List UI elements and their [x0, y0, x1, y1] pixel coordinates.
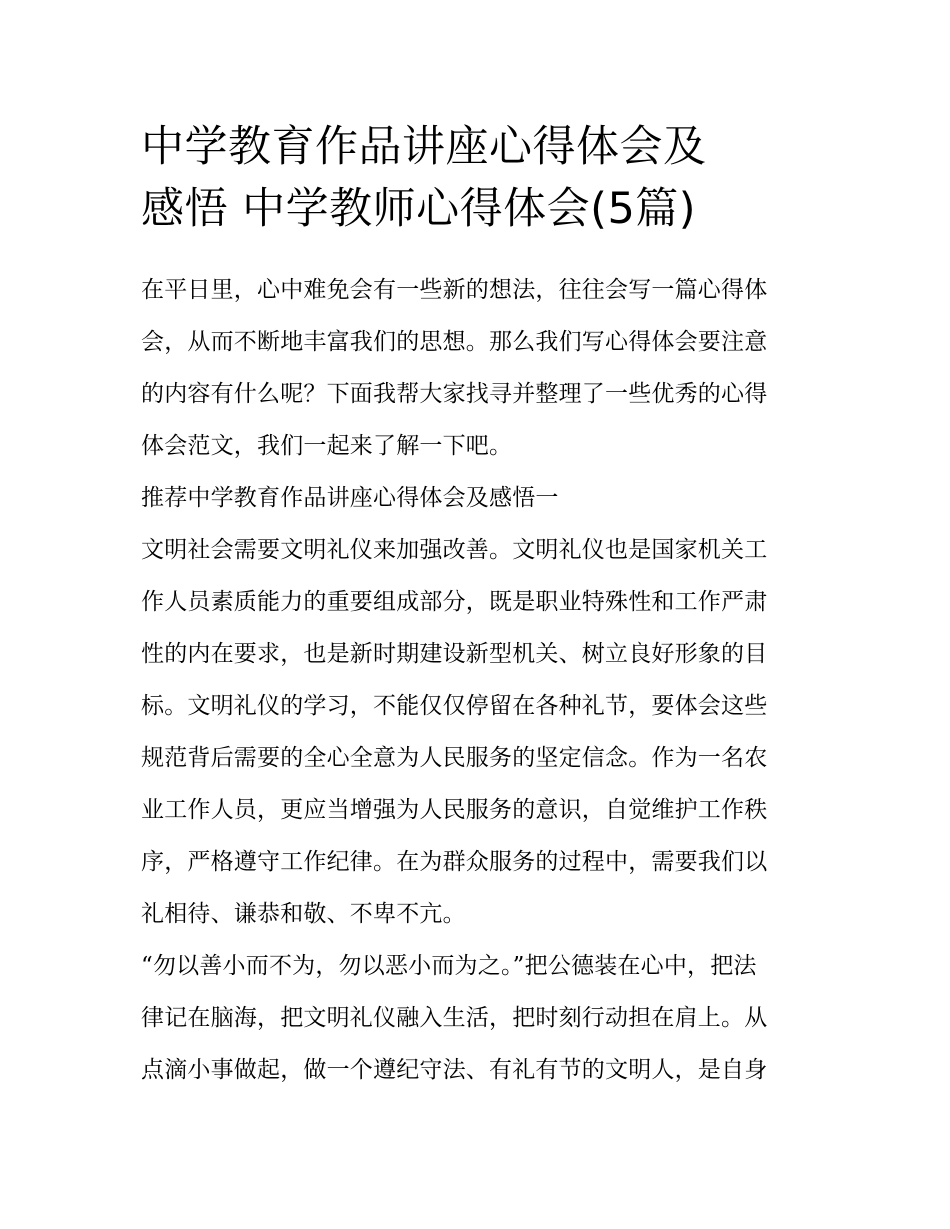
paragraph-line: 作人员素质能力的重要组成部分，既是职业特殊性和工作严肃: [141, 589, 768, 615]
paragraph-line: 在平日里，心中难免会有一些新的想法，往往会写一篇心得体: [141, 277, 768, 303]
paragraph-line: 的内容有什么呢？下面我帮大家找寻并整理了一些优秀的心得: [141, 381, 768, 407]
paragraph-line: 文明社会需要文明礼仪来加强改善。文明礼仪也是国家机关工: [141, 537, 768, 563]
body-paragraph-1: [141, 524, 813, 940]
title-line: 中学教育作品讲座心得体会及: [141, 122, 707, 172]
body-paragraph-2: [141, 940, 813, 1096]
paragraph-line: 体会范文，我们一起来了解一下吧。: [141, 433, 513, 459]
paragraph-line: 业工作人员，更应当增强为人民服务的意识，自觉维护工作秩: [141, 797, 768, 823]
paragraph-line: 礼相待、谦恭和敬、不卑不亢。: [141, 901, 466, 927]
section-heading-text: 推荐中学教育作品讲座心得体会及感悟一: [141, 485, 559, 511]
paragraph-line: 序，严格遵守工作纪律。在为群众服务的过程中，需要我们以: [141, 849, 768, 875]
paragraph-line: 标。文明礼仪的学习，不能仅仅停留在各种礼节，要体会这些: [141, 693, 768, 719]
document-title: [141, 116, 813, 240]
intro-paragraph: [141, 264, 813, 472]
paragraph-line: 规范背后需要的全心全意为人民服务的坚定信念。作为一名农: [141, 745, 768, 771]
section-heading: [141, 472, 813, 524]
paragraph-line: 律记在脑海，把文明礼仪融入生活，把时刻行动担在肩上。从: [141, 1005, 768, 1031]
paragraph-line: “勿以善小而不为，勿以恶小而为之。”把公德装在心中，把法: [141, 953, 757, 979]
title-line: 感悟 中学教师心得体会(5篇): [141, 184, 697, 234]
paragraph-line: 性的内在要求，也是新时期建设新型机关、树立良好形象的目: [141, 641, 768, 667]
paragraph-line: 会，从而不断地丰富我们的思想。那么我们写心得体会要注意: [141, 329, 768, 355]
document-body: [141, 116, 813, 1096]
paragraph-line: 点滴小事做起，做一个遵纪守法、有礼有节的文明人，是自身: [141, 1057, 768, 1083]
